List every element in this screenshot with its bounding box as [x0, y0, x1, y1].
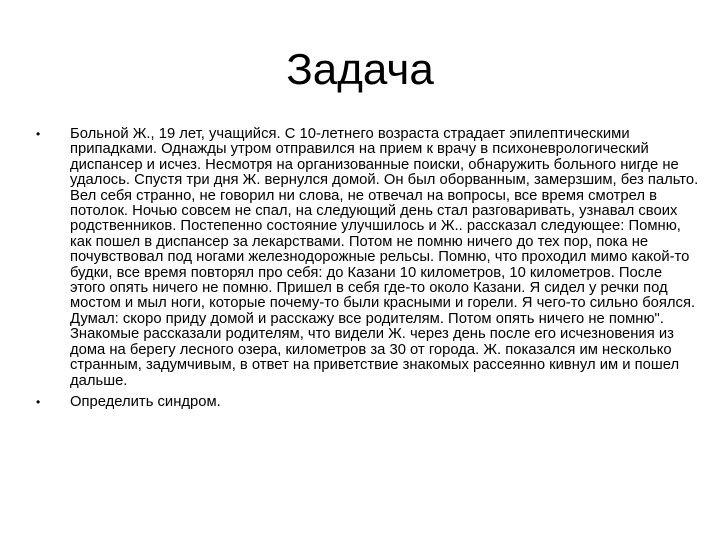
slide-title: Задача — [286, 45, 434, 94]
bullet-list — [36, 127, 700, 416]
bullet-marker: • — [36, 394, 41, 409]
bullet-item-case — [36, 127, 700, 389]
case-description-text: Больной Ж., 19 лет, учащийся. С 10-летнего возраста страдает эпилептическими припадками. Однажды утром отправился на прием к врачу в психоневрологический диспансер и исчез. Несмотря на организованные поиски, обнаружить больного нигде не удалось. Спустя три дня Ж. вернулся домой. Он был оборванным, замерзшим, без пальто. Вел себя странно, не говорил ни слова, не отвечал на вопросы, все время смотрел в потолок. Ночью совсем не спал, на следующий день стал разговаривать, узнавал своих родственников. Постепенно состояние улучшилось и Ж.. рассказал следующее: Помню, как пошел в диспансер за лекарствами. Потом не помню ничего до тех пор, пока не почувствовал под ногами железнодорожные рельсы. Помню, что проходил мимо какой-то будки, все время повторял про себя: до Казани 10 километров, 10 километров. После этого опять ничего не помню. Пришел в себя где-то около Казани. Я сидел у речки под мостом и мыл ноги, которые почему-то были красными и горели. Я чего-то сильно боялся. Думал: скоро приду домой и расскажу все родителям. Потом опять ничего не помню". Знакомые рассказали родителям, что видели Ж. через день после его исчезновения из дома на берегу лесного озера, километров за 30 от города. Ж. показался им несколько странным, задумчивым, в ответ на приветствие знакомых рассеянно кивнул им и пошел дальше. — [70, 126, 699, 389]
bullet-marker: • — [36, 127, 41, 141]
bullet-item-task — [36, 395, 700, 410]
task-question-text: Определить синдром. — [70, 393, 221, 410]
